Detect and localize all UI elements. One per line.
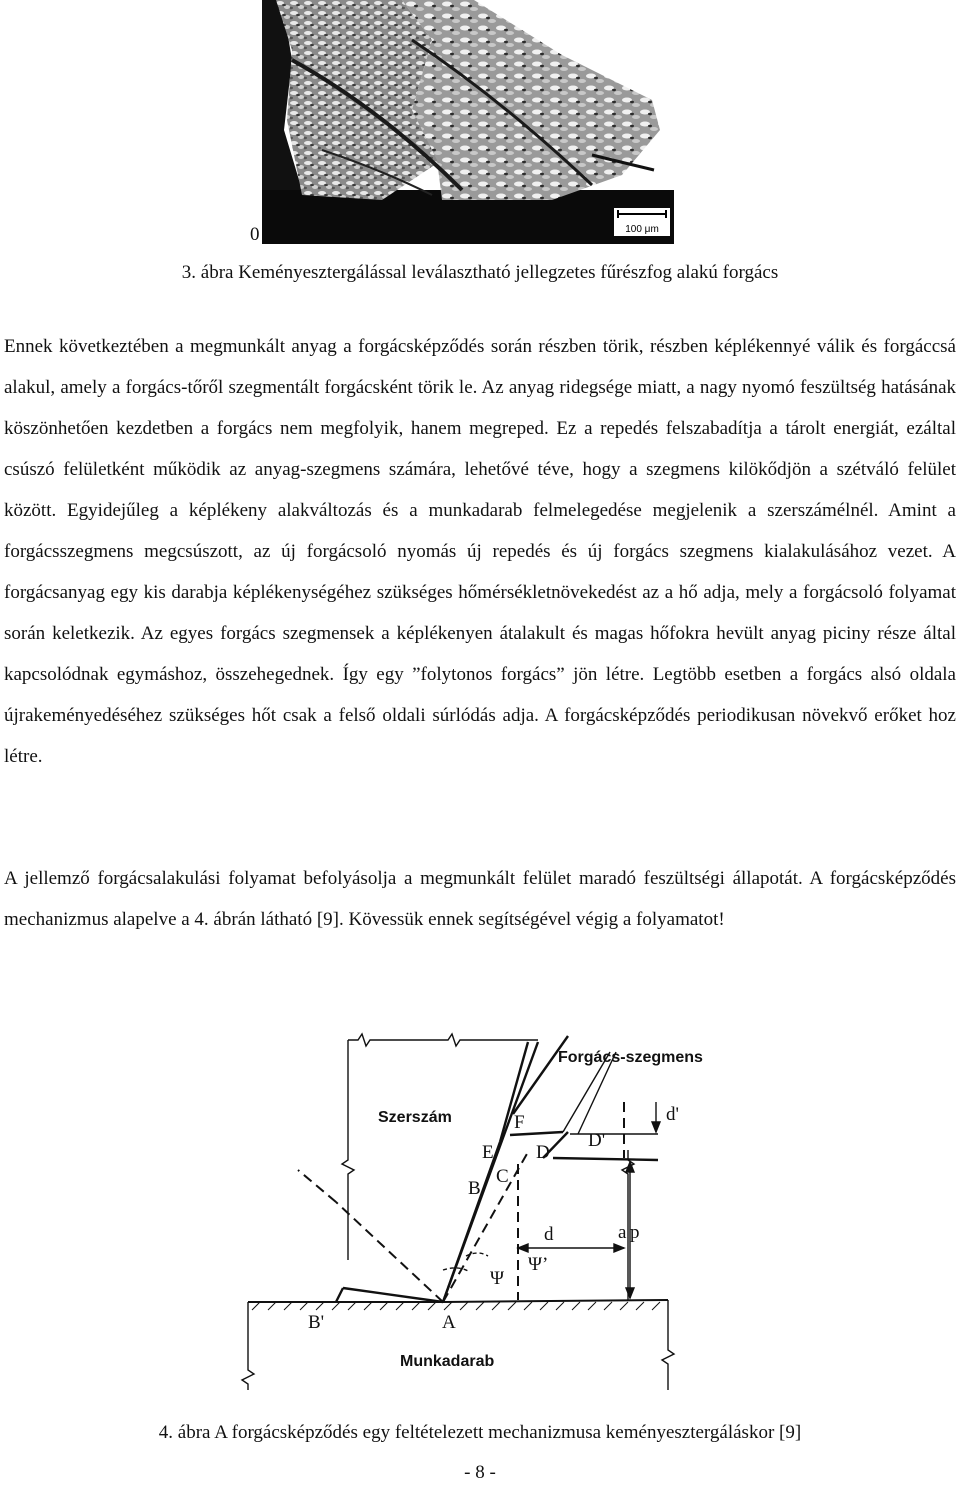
- angle-psi-label: Ψ: [490, 1268, 505, 1289]
- chip-formation-diagram: [238, 1030, 703, 1390]
- point-b-prime-label: B': [308, 1312, 325, 1333]
- chip-segment-label: Forgács-szegmens: [558, 1049, 703, 1066]
- figure3-caption: 3. ábra Keményesztergálással leválasztható jellegzetes fűrészfog alakú forgács: [181, 262, 779, 283]
- point-a-label: A: [442, 1312, 456, 1333]
- dimension-d-label: d: [544, 1224, 554, 1245]
- point-c-label: C: [496, 1166, 509, 1187]
- point-b-label: B: [468, 1178, 481, 1199]
- point-d-prime-label: D': [588, 1130, 606, 1151]
- body-paragraph-1: Ennek következtében a megmunkált anyag a forgácsképződés során részben törik, részben képlékennyé válik és forgáccsá alakul, amely a forgács-tőről szegmentált forgácsként törik le. Az anyag ridegsége miatt, a nagy nyomó feszültség hatásának köszönhetően kezdetben a forgács nem megfolyik, hanem megreped. Ez a repedés felszabadítja a tárolt energiát, ezáltal csúszó felületként működik az anyag-szegmens számára, lehetővé téve, hogy a szegmens kilökődjön a szétváló felület között. Egyidejűleg a képlékeny alakváltozás és a munkadarab felmelegedése megjelenik a szerszámélnél. Amint a forgácsszegmens megcsúszott, az új forgácsoló nyomás új repedés és új forgács szegmens kialakulásához vezet. A forgácsanyag egy kis darabja képlékenységéhez szükséges hőmérsékletnövekedést az a hő adja, mely a forgácsoló folyamat során keletkezik. Az egyes forgács szegmensek a képlékenyen átalakult és magas hőfokra hevült anyag piciny része által kapcsolódnak egymáshoz, összehegednek. Így egy ”folytonos forgács” jön létre. Legtöbb esetben a forgács alsó oldala újrakeményedéséhez szükséges hőt csak a felső oldali súrlódás adja. A forgácsképződés periodikusan növekvő erőket hoz létre.: [4, 336, 956, 767]
- body-paragraph-2: A jellemző forgácsalakulási folyamat befolyásolja a megmunkált felület maradó feszültségi állapotát. A forgácsképződés mechanizmus alapelve a 4. ábrán látható [9]. Kövessük ennek segítségével végig a folyamatot!: [4, 868, 956, 930]
- angle-psi-prime-label: Ψ’: [528, 1254, 549, 1275]
- dimension-d-prime-label: d': [666, 1104, 679, 1125]
- point-f-label: F: [514, 1112, 525, 1133]
- page-number: - 8 -: [464, 1462, 496, 1483]
- figure-number-zero: 0: [250, 224, 260, 245]
- chip-micrograph-image: [262, 0, 674, 244]
- dimension-a-label: a: [618, 1222, 627, 1243]
- scale-bar-label: 100 μm: [625, 224, 659, 235]
- tool-label: Szerszám: [378, 1109, 452, 1126]
- dimension-p-subscript: p: [630, 1222, 640, 1243]
- point-e-label: E: [482, 1142, 494, 1163]
- figure4-caption: 4. ábra A forgácsképződés egy feltételezett mechanizmusa keményesztergáláskor [9]: [158, 1422, 802, 1443]
- point-d-label: D: [536, 1142, 550, 1163]
- workpiece-label: Munkadarab: [400, 1353, 495, 1370]
